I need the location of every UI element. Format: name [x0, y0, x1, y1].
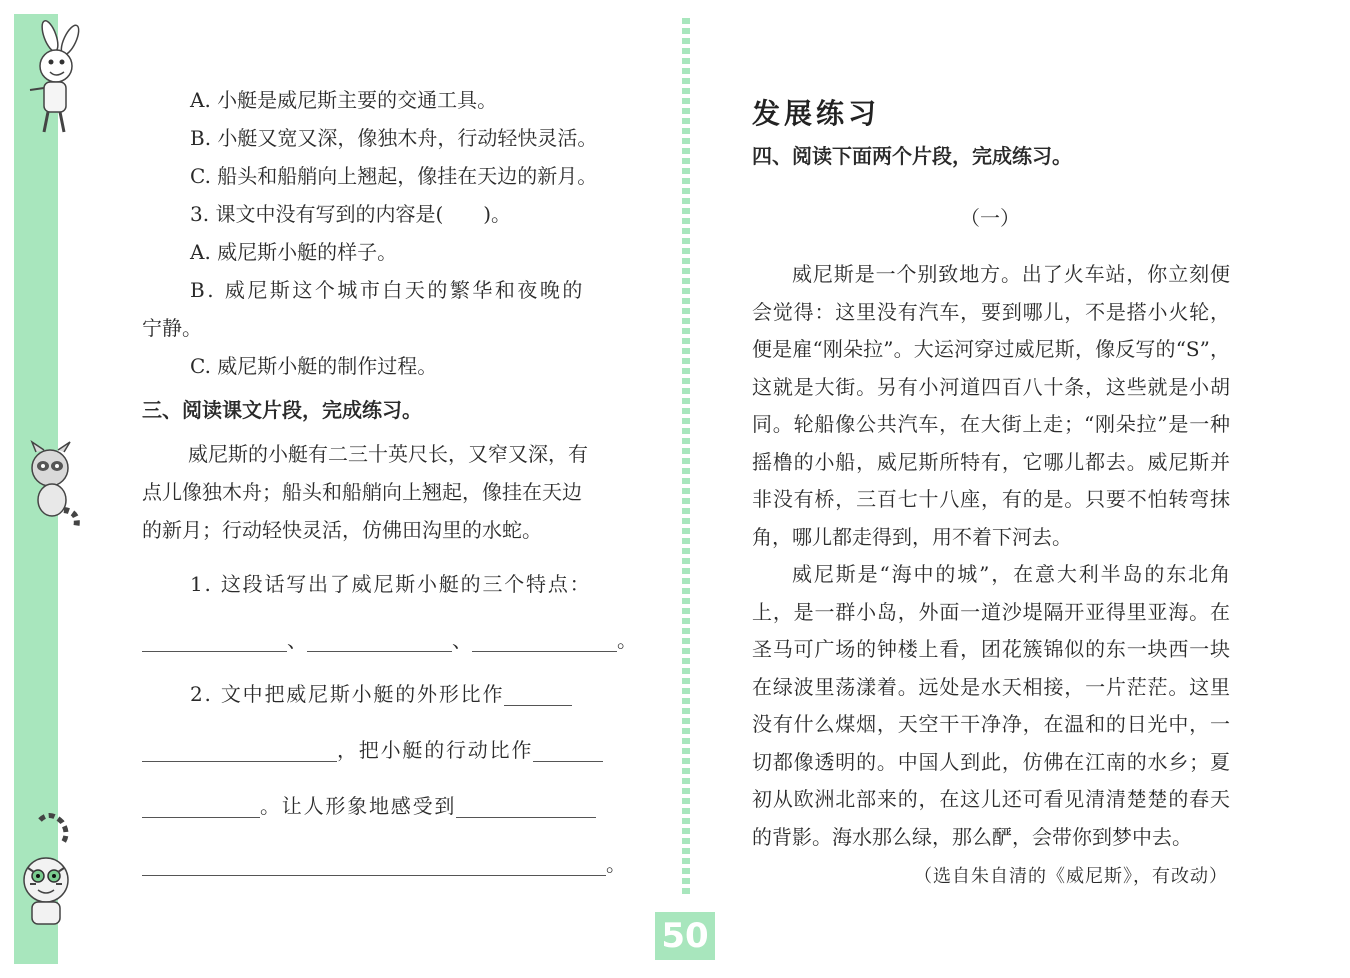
source-citation: （选自朱自清的《威尼斯》，有改动） [914, 866, 1228, 887]
q3-option-b-line1: B. 威尼斯这个城市白天的繁华和夜晚的 [190, 278, 585, 302]
answer-blank-5[interactable] [142, 741, 337, 762]
exercise2-line1: 2. 文中把威尼斯小艇的外形比作 [190, 682, 572, 706]
q3-option-b-line2: 宁静。 [142, 316, 202, 340]
passage-line: 点儿像独木舟；船头和船艄向上翘起，像挂在天边 [142, 480, 582, 504]
answer-blank-9[interactable] [142, 855, 606, 876]
passage-heading: （一） [960, 206, 1020, 230]
section-title: 发展练习 [752, 97, 881, 130]
passage-paragraph-1: 威尼斯是一个别致地方。出了火车站，你立刻便会觉得：这里没有汽车，要到哪儿，不是搭小火轮，便是雇“刚朵拉”。大运河穿过威尼斯，像反写的“S”，这就是大街。另有小河道四百八十条，这些就是小胡同。轮船像公共汽车，在大街上走；“刚朵拉”是一种摇橹的小船，威尼斯所特有，它哪儿都去。威尼斯并非没有桥，三百七十八座，有的是。只要不怕转弯抹角，哪儿都走得到，用不着下河去。 [752, 262, 1230, 549]
q2-option-c: C. 船头和船艄向上翘起，像挂在天边的新月。 [190, 164, 598, 188]
answer-blank-3[interactable] [472, 631, 617, 652]
answer-blank-1[interactable] [142, 631, 287, 652]
exercise2-line4: 。 [142, 852, 626, 876]
rabbit-mascot-icon [14, 20, 84, 135]
page-number: 50 [655, 912, 715, 960]
passage-line: 威尼斯的小艇有二三十英尺长，又窄又深，有 [188, 442, 588, 466]
exercise1-answer-row: 、 、 。 [142, 628, 637, 652]
answer-blank-4[interactable] [504, 685, 572, 706]
q3-option-a: A. 威尼斯小艇的样子。 [190, 240, 398, 264]
raccoon-mascot-icon [14, 440, 84, 535]
page-divider [682, 18, 690, 898]
section3-title: 三、阅读课文片段，完成练习。 [142, 398, 422, 422]
exercise1-stem: 1. 这段话写出了威尼斯小艇的三个特点： [190, 572, 592, 596]
exercise2-line2: ，把小艇的行动比作 [142, 738, 603, 762]
answer-blank-8[interactable] [456, 797, 596, 818]
answer-blank-7[interactable] [142, 797, 260, 818]
passage-line: 的新月；行动轻快灵活，仿佛田沟里的水蛇。 [142, 518, 542, 542]
passage-paragraph-2: 威尼斯是“海中的城”，在意大利半岛的东北角上，是一群小岛，外面一道沙堤隔开亚得里亚海。在圣马可广场的钟楼上看，团花簇锦似的东一块西一块在绿波里荡漾着。远处是水天相接，一片茫茫。这里没有什么煤烟，天空干干净净，在温和的日光中，一切都像透明的。中国人到此，仿佛在江南的水乡；夏初从欧洲北部来的，在这儿还可看见清清楚楚的春天的背影。海水那么绿，那么酽，会带你到梦中去。 [752, 562, 1230, 849]
answer-blank-6[interactable] [533, 741, 603, 762]
q3-stem: 3. 课文中没有写到的内容是( )。 [190, 202, 512, 226]
tiger-mascot-icon [10, 810, 80, 930]
exercise2-line3: 。让人形象地感受到 [142, 794, 596, 818]
q2-option-a: A. 小艇是威尼斯主要的交通工具。 [190, 88, 498, 112]
q2-option-b: B. 小艇又宽又深，像独木舟，行动轻快灵活。 [190, 126, 598, 150]
section4-title: 四、阅读下面两个片段，完成练习。 [752, 144, 1072, 168]
q3-option-c: C. 威尼斯小艇的制作过程。 [190, 354, 438, 378]
answer-blank-2[interactable] [307, 631, 452, 652]
